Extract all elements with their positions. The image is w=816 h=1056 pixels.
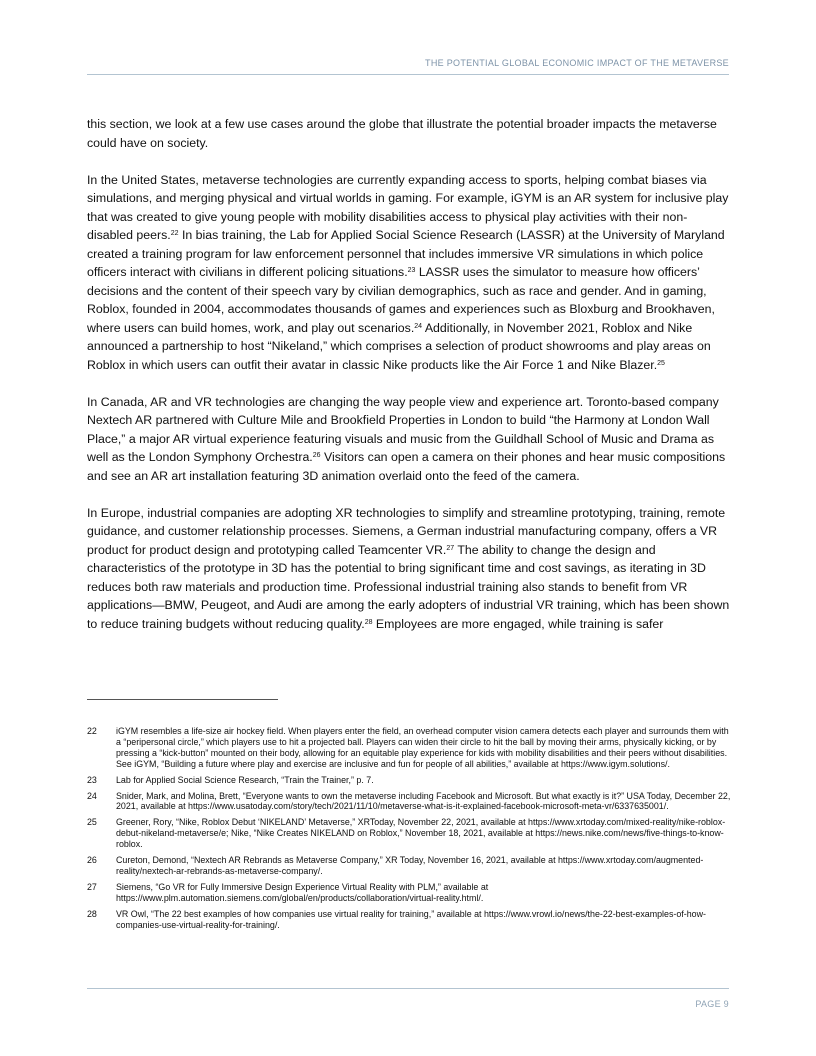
footnote-ref: 28 xyxy=(364,618,373,626)
footnote-text: Siemens, “Go VR for Fully Immersive Design Experience Virtual Reality with PLM,” available at https://www.plm.automation.siemens.com/global/en/products/collaboration/virtual-reality.html/. xyxy=(116,881,489,903)
footnote-number: 24 xyxy=(87,790,97,801)
footnote-text: Greener, Rory, “Nike, Roblox Debut ‘NIKELAND’ Metaverse,” XRToday, November 22, 2021, available at https://www.xrtoday.com/mixed-reality/nike-roblox-debut-nikeland-metaverse/e; Nike, “Nike Creates NIKELAND on Roblox,” November 18, 2021, available at https://news.nike.com/news/five-things-to-know-roblox. xyxy=(116,817,726,850)
footnote-item xyxy=(87,791,732,813)
footnote-ref: 25 xyxy=(657,359,665,367)
text-run: Employees are more engaged, while training is safer xyxy=(372,616,664,631)
paragraph xyxy=(87,504,732,634)
paragraph xyxy=(87,115,732,152)
text-run: Visitors can open a camera on their phones and hear music compositions and see an AR art installation featuring 3D animation overlaid onto the feed of the camera. xyxy=(87,450,726,483)
text-run: Additionally, in November 2021, Roblox and Nike announced a partnership to host “Nikeland,” which comprises a selection of product showrooms and play areas on Roblox in which users can outfit their avatar in classic Nike products like the Air Force 1 and Nike Blazer. xyxy=(87,320,711,372)
text-run: The ability to change the design and characteristics of the prototype in 3D has the potential to bring significant time and cost savings, as iterating in 3D reduces both raw materials and production time. Professional industrial training also stands to benefit from VR applications—BMW, Peugeot, and Audi are among the early adopters of industrial VR training, which has been shown to reduce training budgets without reducing quality. xyxy=(87,542,730,631)
footnote-number: 23 xyxy=(87,774,97,785)
footnote-number: 27 xyxy=(87,881,97,892)
footnote-text: VR Owl, “The 22 best examples of how companies use virtual reality for training,” available at https://www.vrowl.io/news/the-22-best-examples-of-how-companies-use-virtual-reality-for-training/. xyxy=(116,908,706,930)
body-text xyxy=(87,115,732,652)
text-run: In Europe, industrial companies are adopting XR technologies to simplify and streamline prototyping, training, remote guidance, and customer relationship processes. Siemens, a German industrial manufacturing company, offers a VR product for product design and prototyping called Teamcenter VR. xyxy=(87,505,726,557)
footnote-item xyxy=(87,882,732,904)
paragraph xyxy=(87,393,732,486)
header-divider xyxy=(87,74,729,75)
footnote-divider xyxy=(87,699,278,700)
footer-divider xyxy=(87,988,729,989)
footnote-item xyxy=(87,775,732,786)
footnote-item xyxy=(87,909,732,931)
text-run: In Canada, AR and VR technologies are changing the way people view and experience art. Toronto-based company Nextech AR partnered with Culture Mile and Brookfield Properties in London to build “the Harmony at London Wall Place,” a major AR virtual experience featuring visuals and music from the Guildhall School of Music and Drama as well as the London Symphony Orchestra. xyxy=(87,394,719,464)
footnote-text: Snider, Mark, and Molina, Brett, “Everyone wants to own the metaverse including Facebook and Microsoft. But what exactly is it?” USA Today, December 22, 2021, available at https://www.usatoday.com/story/tech/2021/11/10/metaverse-what-is-it-explained-facebook-microsoft-meta-vr/6337635001/. xyxy=(116,790,731,812)
running-header: THE POTENTIAL GLOBAL ECONOMIC IMPACT OF THE METAVERSE xyxy=(425,58,729,68)
footnote-number: 28 xyxy=(87,908,97,919)
footnotes xyxy=(87,726,732,936)
paragraph xyxy=(87,171,732,375)
page-number: PAGE 9 xyxy=(695,999,729,1009)
footnote-item xyxy=(87,817,732,850)
footnote-text: Lab for Applied Social Science Research, “Train the Trainer,” p. 7. xyxy=(116,774,374,785)
footnote-ref: 23 xyxy=(407,267,416,274)
text-run: In bias training, the Lab for Applied Social Science Research (LASSR) at the University of Maryland created a training program for law enforcement personnel that includes immersive VR simulations in which police officers interact with civilians in different policing situations. xyxy=(87,228,725,279)
footnote-ref: 26 xyxy=(312,452,321,459)
footnote-ref: 24 xyxy=(414,322,423,330)
footnote-ref: 22 xyxy=(170,230,179,237)
footnote-item xyxy=(87,726,732,770)
footnote-item xyxy=(87,855,732,877)
text-run: In the United States, metaverse technologies are currently expanding access to sports, helping combat biases via simulations, and merging physical and virtual worlds in gaming. For example, iGYM is an AR system for inclusive play that was created to give young people with mobility disabilities access to physical play activities with their non-disabled peers. xyxy=(87,172,729,242)
footnote-number: 25 xyxy=(87,817,97,828)
footnote-number: 26 xyxy=(87,855,97,866)
footnote-text: Cureton, Demond, “Nextech AR Rebrands as Metaverse Company,” XR Today, November 16, 2021, available at https://www.xrtoday.com/augmented-reality/nextech-ar-rebrands-as-metaverse-company/. xyxy=(116,855,704,876)
text-run: this section, we look at a few use cases around the globe that illustrate the potential broader impacts the metaverse could have on society. xyxy=(87,117,717,150)
footnote-text: iGYM resembles a life-size air hockey field. When players enter the field, an overhead computer vision camera detects each player and surrounds them with a “peripersonal circle,” which players use to hit a projected ball. Players can widen their circle to hit the ball by moving their arms, physically kicking, or by pressing a “kick-button” mounted on their body, allowing for an equitable play experience for kids with mobility disabilities and their peers without disabilities. See iGYM, “Building a future where play and exercise are inclusive and fun for people of all abilities,” available at https://www.igym.solutions/. xyxy=(116,726,729,769)
footnote-ref: 27 xyxy=(446,544,455,552)
text-run: LASSR uses the simulator to measure how officers’ decisions and the content of their speech vary by civilian demographics, such as race and gender. And in gaming, Roblox, founded in 2004, accommodates thousands of games and experiences such as Bloxburg and Brookhaven, where users can build homes, work, and play out scenarios. xyxy=(87,265,715,335)
footnote-number: 22 xyxy=(87,726,97,736)
